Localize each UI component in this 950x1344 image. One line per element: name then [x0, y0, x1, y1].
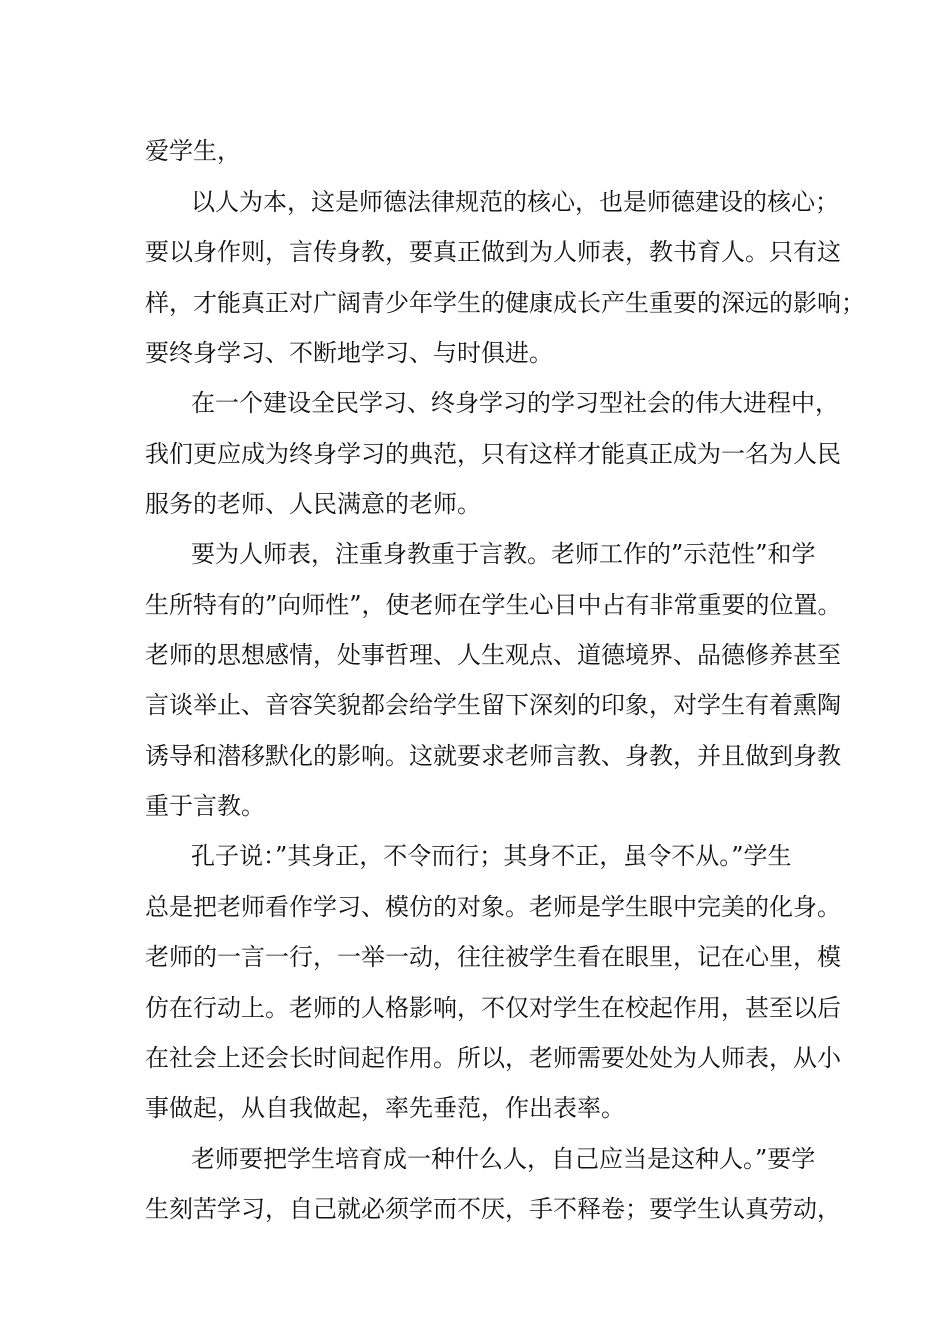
text-line: 我们更应成为终身学习的典范，只有这样才能真正成为一名为人民: [145, 440, 841, 468]
text-line: 生刻苦学习，自己就必须学而不厌，手不释卷；要学生认真劳动，: [145, 1195, 841, 1223]
text-line: 事做起，从自我做起，率先垂范，作出表率。: [145, 1094, 625, 1122]
text-line: 仿在行动上。老师的人格影响，不仅对学生在校起作用，甚至以后: [145, 994, 841, 1022]
text-line: 爱学生，: [145, 137, 241, 165]
text-line: 服务的老师、人民满意的老师。: [145, 490, 481, 518]
text-line: 重于言教。: [145, 792, 265, 820]
text-line: 生所特有的”向师性”，使老师在学生心目中占有非常重要的位置。: [145, 591, 842, 619]
text-line: 诱导和潜移默化的影响。这就要求老师言教、身教，并且做到身教: [145, 742, 841, 770]
text-line: 老师的思想感情，处事哲理、人生观点、道德境界、品德修养甚至: [145, 641, 841, 669]
text-line: 老师的一言一行，一举一动，往往被学生看在眼里，记在心里，模: [145, 943, 841, 971]
text-line: 要以身作则，言传身教，要真正做到为人师表，教书育人。只有这: [145, 238, 841, 266]
text-line: 总是把老师看作学习、模仿的对象。老师是学生眼中完美的化身。: [145, 893, 841, 921]
paragraph-start-line: 孔子说：”其身正，不令而行；其身不正，虽令不从。”学生: [191, 842, 792, 870]
text-line: 要终身学习、不断地学习、与时俱进。: [145, 339, 553, 367]
text-line: 言谈举止、音容笑貌都会给学生留下深刻的印象，对学生有着熏陶: [145, 691, 841, 719]
text-line: 在社会上还会长时间起作用。所以，老师需要处处为人师表，从小: [145, 1044, 841, 1072]
paragraph-start-line: 以人为本，这是师德法律规范的核心，也是师德建设的核心；: [191, 188, 839, 216]
text-line: 样，才能真正对广阔青少年学生的健康成长产生重要的深远的影响；: [145, 289, 865, 317]
paragraph-start-line: 老师要把学生培育成一种什么人，自己应当是这种人。”要学: [191, 1145, 816, 1173]
paragraph-start-line: 在一个建设全民学习、终身学习的学习型社会的伟大进程中，: [191, 389, 839, 417]
paragraph-start-line: 要为人师表，注重身教重于言教。老师工作的”示范性”和学: [191, 540, 816, 568]
